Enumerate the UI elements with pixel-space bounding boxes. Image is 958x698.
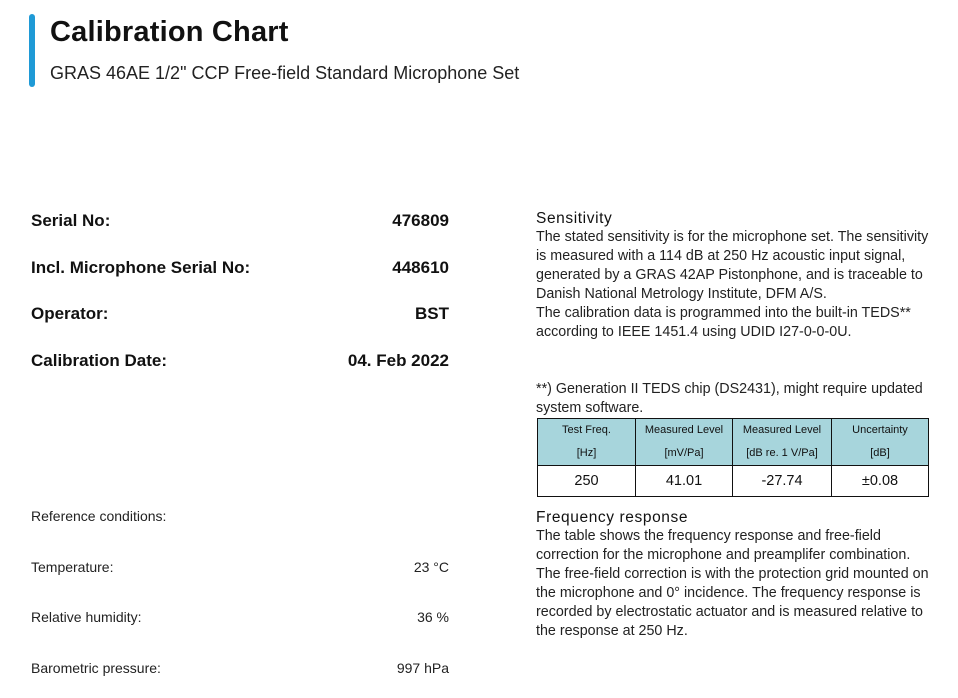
- ref-row-temperature: [31, 559, 449, 575]
- table-cell-mvpa: 41.01: [636, 466, 733, 497]
- sensitivity-para1: The stated sensitivity is for the microphone set. The sensitivity is measured with a 114 dB at 250 Hz acoustic input signal, generated by a GRAS 42AP Pistonphone, and is traceable to Danish National Metrology Institute, DFM A/S.: [536, 229, 929, 302]
- table-cell-freq: 250: [538, 466, 636, 497]
- header-name: Test Freq.: [562, 424, 611, 436]
- info-label: Serial No:: [31, 211, 111, 230]
- table-header-cell: [733, 419, 832, 466]
- header-name: Uncertainty: [852, 424, 908, 436]
- info-value: BST: [415, 304, 449, 323]
- table-header-cell: [832, 419, 929, 466]
- calibration-table: [537, 418, 929, 497]
- frequency-heading: Frequency response: [536, 509, 689, 526]
- info-row-mic-serial: [31, 258, 449, 278]
- info-label: Operator:: [31, 304, 109, 323]
- header-unit: [dB re. 1 V/Pa]: [746, 447, 818, 459]
- ref-value: 23 °C: [413, 559, 449, 575]
- ref-label: Relative humidity:: [31, 609, 142, 625]
- sensitivity-para2: The calibration data is programmed into the built-in TEDS** according to IEEE 1451.4 using UDID I27-0-0-0U.: [536, 305, 911, 340]
- teds-note: **) Generation II TEDS chip (DS2431), might require updated system software.: [536, 381, 923, 416]
- ref-value: 997 hPa: [396, 660, 449, 676]
- reference-heading-row: [31, 508, 449, 524]
- table-row: [538, 466, 929, 497]
- header-unit: [Hz]: [576, 447, 597, 459]
- reference-heading: Reference conditions:: [31, 508, 167, 524]
- page-subtitle: GRAS 46AE 1/2" CCP Free-field Standard Microphone Set: [50, 63, 520, 83]
- info-value: 476809: [392, 211, 449, 230]
- sensitivity-heading: Sensitivity: [536, 210, 613, 227]
- frequency-para: The table shows the frequency response and free-field correction for the microphone and preamplifer combination. The free-field correction is with the protection grid mounted on the microphone and 0° incidence. The frequency response is recorded by electrostatic actuator and is measured relative to the response at 250 Hz.: [536, 528, 929, 639]
- frequency-section: [536, 508, 930, 641]
- info-row-operator: [31, 304, 449, 324]
- table-header-cell: [636, 419, 733, 466]
- header-unit: [dB]: [870, 447, 890, 459]
- page-title: Calibration Chart: [50, 16, 289, 48]
- table-header-cell: [538, 419, 636, 466]
- header-unit: [mV/Pa]: [664, 447, 704, 459]
- header-name: Measured Level: [742, 424, 822, 436]
- info-value: 448610: [392, 258, 449, 277]
- sensitivity-section: [536, 209, 930, 342]
- table-cell-db: -27.74: [733, 466, 832, 497]
- ref-value: 36 %: [417, 609, 449, 625]
- table-cell-uncertainty: ±0.08: [832, 466, 929, 497]
- info-row-serial: [31, 211, 449, 231]
- ref-row-pressure: [31, 660, 449, 676]
- header-name: Measured Level: [644, 424, 724, 436]
- ref-label: Barometric pressure:: [31, 660, 161, 676]
- info-value: 04. Feb 2022: [347, 351, 449, 370]
- ref-row-humidity: [31, 609, 449, 625]
- ref-label: Temperature:: [31, 559, 114, 575]
- info-label: Calibration Date:: [31, 351, 168, 370]
- accent-bar: [29, 14, 35, 87]
- info-row-date: [31, 351, 449, 371]
- info-label: Incl. Microphone Serial No:: [31, 258, 251, 277]
